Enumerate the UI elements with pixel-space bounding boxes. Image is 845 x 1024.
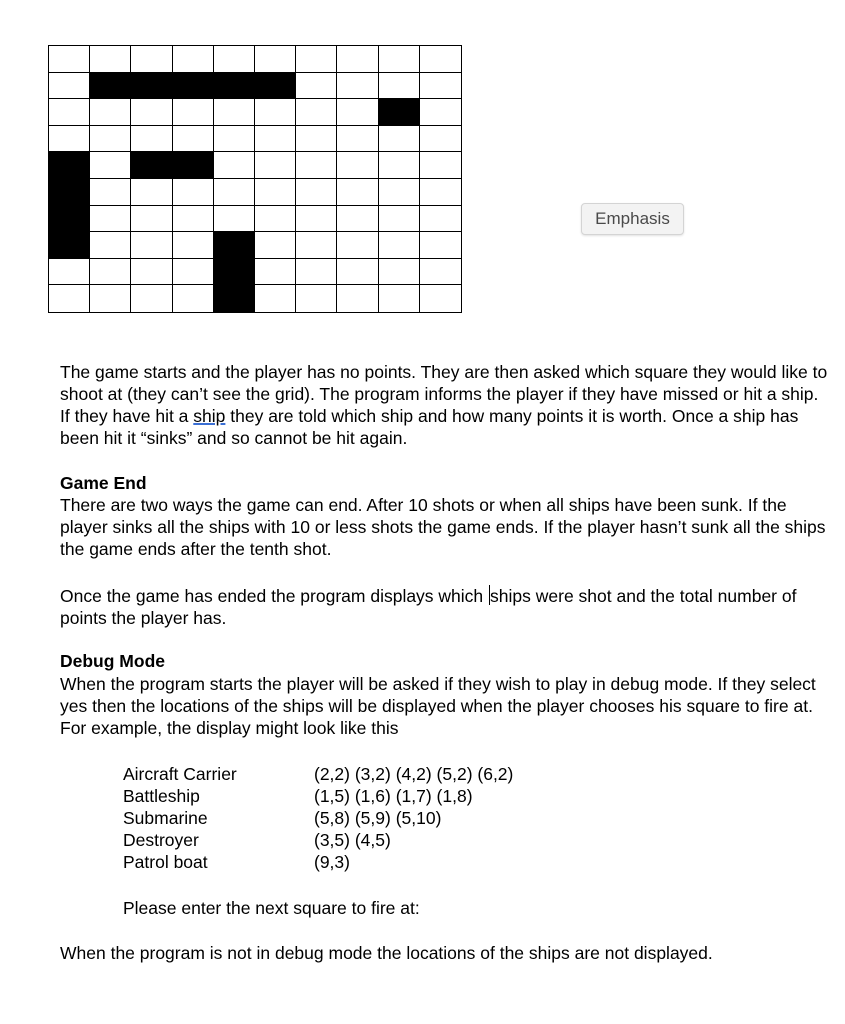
grid-cell-ship [173, 73, 214, 100]
grid-cell [420, 232, 461, 259]
grid-cell [90, 232, 131, 259]
grid-cell [337, 99, 378, 126]
grid-cell-ship [49, 152, 90, 179]
grid-cell [255, 285, 296, 312]
grid-cell [337, 46, 378, 73]
game-ended-paragraph [60, 585, 830, 629]
grid-cell [420, 259, 461, 286]
grid-cell [49, 285, 90, 312]
grid-cell [420, 152, 461, 179]
grid-cell [49, 259, 90, 286]
grid-cell-ship [131, 73, 172, 100]
grid-cell [173, 99, 214, 126]
ship-name: Aircraft Carrier [123, 764, 237, 784]
grid-cell [296, 126, 337, 153]
grid-cell [379, 179, 420, 206]
grid-cell [420, 73, 461, 100]
grid-cell [296, 99, 337, 126]
ship-name: Submarine [123, 808, 208, 828]
grid-cell [255, 152, 296, 179]
grid-cell [379, 206, 420, 233]
grid-cell [131, 206, 172, 233]
grid-cell [90, 206, 131, 233]
grid-cell [255, 259, 296, 286]
grid-cell [49, 126, 90, 153]
grid-cell [90, 179, 131, 206]
grid-cell [131, 179, 172, 206]
grid-cell [296, 73, 337, 100]
grid-cell [379, 126, 420, 153]
grid-cell-ship [173, 152, 214, 179]
grid-cell [296, 232, 337, 259]
grid-cell [49, 46, 90, 73]
grid-cell [90, 46, 131, 73]
ship-locations: (9,3) [314, 852, 350, 872]
grid-cell [90, 259, 131, 286]
grid-cell [49, 99, 90, 126]
grid-cell [337, 73, 378, 100]
grid-cell-ship [131, 152, 172, 179]
fire-prompt: Please enter the next square to fire at: [123, 898, 420, 918]
emphasis-tooltip: Emphasis [581, 203, 684, 235]
grid-cell-ship [49, 179, 90, 206]
grid-cell [173, 232, 214, 259]
grid-cell-ship [90, 73, 131, 100]
grid-cell [131, 232, 172, 259]
grid-cell [173, 285, 214, 312]
grid-cell [420, 179, 461, 206]
grid-cell-ship [49, 206, 90, 233]
debug-ship-table [123, 763, 513, 873]
grid-cell [255, 232, 296, 259]
grid-cell [337, 152, 378, 179]
grid-cell-ship [255, 73, 296, 100]
grid-cell [131, 285, 172, 312]
grid-cell [214, 99, 255, 126]
grid-cell [173, 259, 214, 286]
grid-cell [420, 285, 461, 312]
ship-row [123, 763, 513, 785]
grid-cell-ship [379, 99, 420, 126]
grid-cell [214, 179, 255, 206]
grid-cell [379, 73, 420, 100]
footer-paragraph: When the program is not in debug mode the locations of the ships are not displayed. [60, 943, 713, 963]
grid-cell-ship [214, 285, 255, 312]
grid-cell [90, 152, 131, 179]
grid-cell [337, 232, 378, 259]
intro-text-before: The game starts and the player has no points. They are then asked which square they would like to shoot at (they can’t see the grid). The program informs the player if they have missed or hit a ship. If they have hit a [60, 362, 828, 426]
grid-cell [173, 206, 214, 233]
grid-cell [296, 285, 337, 312]
grid-cell [131, 259, 172, 286]
ship-row [123, 829, 513, 851]
debug-mode-paragraph: When the program starts the player will be asked if they wish to play in debug mode. If they select yes then the locations of the ships will be displayed when the player chooses his square to fire at. For example, the display might look like this [60, 674, 816, 738]
grid-cell [214, 206, 255, 233]
grid-cell [420, 99, 461, 126]
grid-cell [337, 126, 378, 153]
grid-cell-ship [49, 232, 90, 259]
grid-cell [296, 46, 337, 73]
grid-cell [214, 46, 255, 73]
grid-cell [255, 99, 296, 126]
grid-cell [337, 206, 378, 233]
grid-cell [255, 179, 296, 206]
grid-cell [296, 179, 337, 206]
grid-cell [255, 46, 296, 73]
game-end-heading: Game End [60, 473, 147, 493]
grid-cell [337, 285, 378, 312]
grid-cell [420, 206, 461, 233]
ship-row [123, 807, 513, 829]
ship-locations: (5,8) (5,9) (5,10) [314, 808, 442, 828]
grid-cell [173, 126, 214, 153]
ended-text-before: Once the game has ended the program displays which [60, 586, 489, 606]
grid-cell [214, 126, 255, 153]
ship-name: Battleship [123, 786, 200, 806]
grid-cell [173, 179, 214, 206]
ship-link[interactable]: ship [193, 406, 226, 426]
grid-cell [379, 152, 420, 179]
battleship-grid [48, 45, 462, 313]
ship-row [123, 785, 513, 807]
grid-cell-ship [214, 232, 255, 259]
ended-text-after: ships were shot and the total number of points the player has. [60, 586, 797, 628]
intro-paragraph [60, 361, 830, 449]
grid-cell [90, 285, 131, 312]
grid-cell [131, 126, 172, 153]
grid-cell [214, 152, 255, 179]
grid-cell [420, 46, 461, 73]
debug-mode-heading: Debug Mode [60, 651, 165, 671]
grid-cell [337, 179, 378, 206]
grid-cell [337, 259, 378, 286]
ship-locations: (3,5) (4,5) [314, 830, 391, 850]
ship-locations: (1,5) (1,6) (1,7) (1,8) [314, 786, 473, 806]
game-end-paragraph: There are two ways the game can end. After 10 shots or when all ships have been sunk. If the player sinks all the ships with 10 or less shots the game ends. If the player hasn’t sunk all the ships the game ends after the tenth shot. [60, 495, 826, 559]
grid-cell [90, 126, 131, 153]
grid-cell [420, 126, 461, 153]
ship-name: Patrol boat [123, 852, 208, 872]
grid-cell [255, 126, 296, 153]
grid-cell [379, 285, 420, 312]
grid-cell [296, 152, 337, 179]
grid-cell [173, 46, 214, 73]
grid-cell [379, 259, 420, 286]
grid-cell-ship [214, 73, 255, 100]
grid-cell [296, 259, 337, 286]
intro-text-after: they are told which ship and how many points it is worth. Once a ship has been hit it “sinks” and so cannot be hit again. [60, 406, 799, 448]
grid-cell [255, 206, 296, 233]
ship-locations: (2,2) (3,2) (4,2) (5,2) (6,2) [314, 764, 514, 784]
grid-cell [379, 232, 420, 259]
ship-row [123, 851, 513, 873]
grid-cell [131, 46, 172, 73]
ship-name: Destroyer [123, 830, 199, 850]
grid-cell [296, 206, 337, 233]
grid-cell [49, 73, 90, 100]
grid-cell [90, 99, 131, 126]
grid-cell [379, 46, 420, 73]
grid-cell-ship [214, 259, 255, 286]
grid-cell [131, 99, 172, 126]
